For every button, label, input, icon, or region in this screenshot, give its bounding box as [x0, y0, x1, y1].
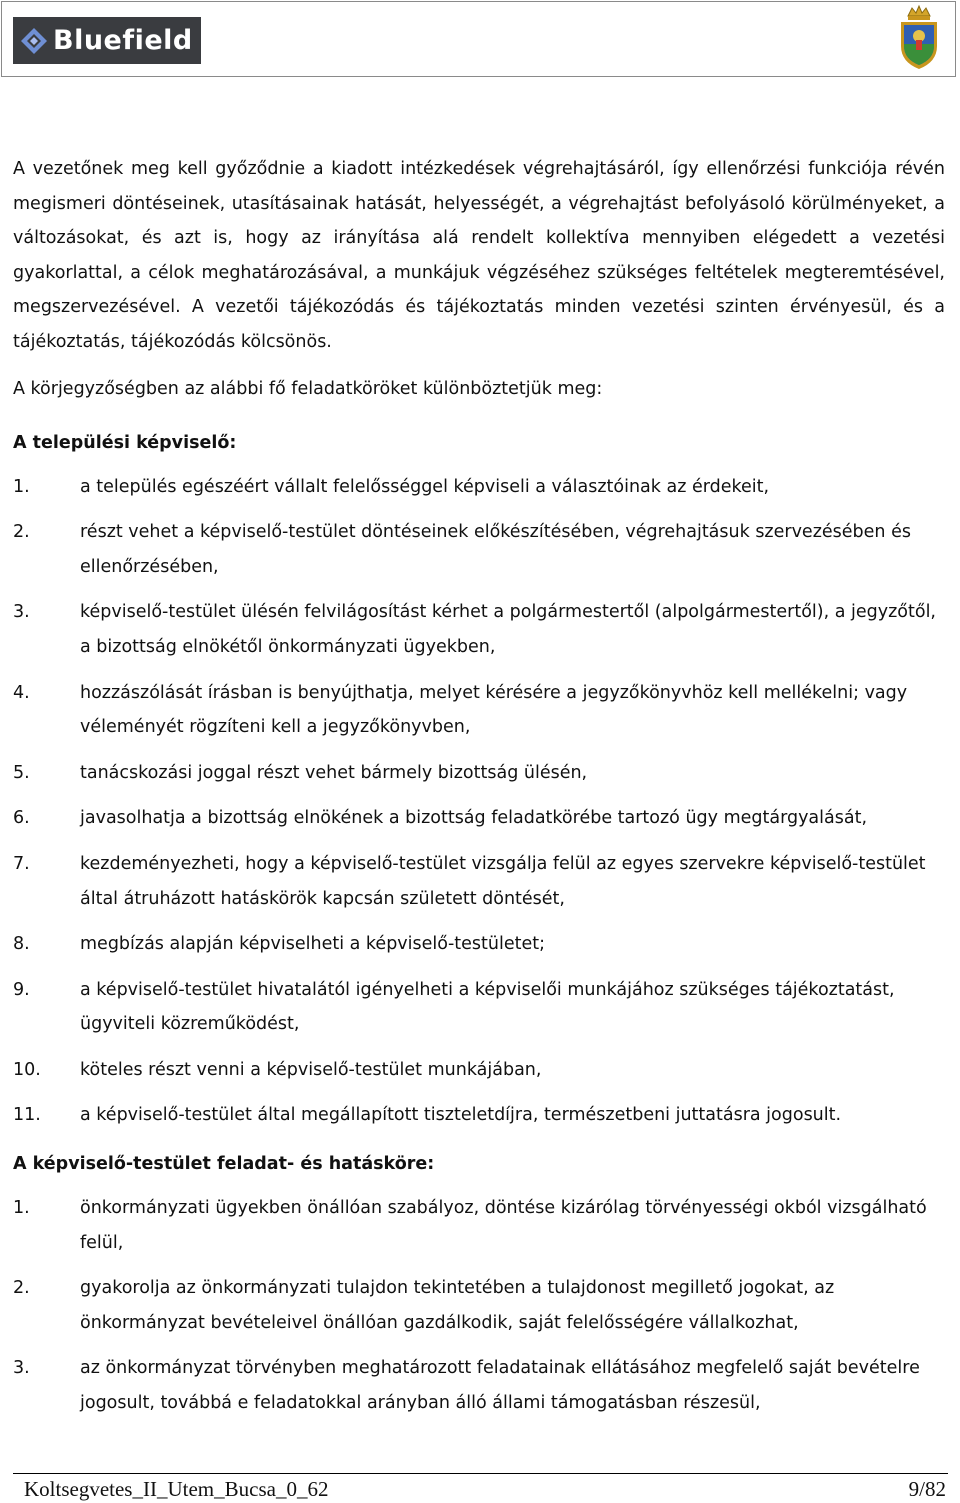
list-item	[13, 470, 945, 505]
item-text: gyakorolja az önkormányzati tulajdon tekintetében a tulajdonost megillető jogokat, az önkormányzat bevételeivel önállóan gazdálkodik, saját felelősségére vállalkozhat,	[80, 1278, 835, 1333]
item-number: 2.	[13, 522, 30, 543]
section-heading-council: A képviselő-testület feladat- és hatásköre:	[13, 1154, 435, 1175]
item-text: kezdeményezheti, hogy a képviselő-testület vizsgálja felül az egyes szervekre képviselő-testület által átruházott hatáskörök kapcsán született döntését,	[80, 853, 926, 909]
item-text: részt vehet a képviselő-testület döntéseinek előkészítésében, végrehajtásuk szervezésében és ellenőrzésében,	[80, 522, 911, 577]
bluefield-logo	[13, 17, 201, 64]
item-number: 10.	[13, 1059, 41, 1080]
item-text: képviselő-testület ülésén felvilágosítást kérhet a polgármestertől (alpolgármestertől), a jegyzőtől, a bizottság elnökétől önkormányzati ügyekben,	[80, 602, 936, 657]
item-number: 1.	[13, 476, 30, 497]
document-name: Koltsegvetes_II_Utem_Bucsa_0_62	[24, 1477, 329, 1501]
item-text: a képviselő-testület által megállapított tiszteletdíjra, természetbeni juttatásra jogosult.	[80, 1105, 842, 1126]
item-text: önkormányzati ügyekben önállóan szabályoz, döntése kizárólag törvényességi okból vizsgálható felül,	[80, 1198, 927, 1253]
item-number: 3.	[13, 1358, 30, 1379]
item-text: hozzászólását írásban is benyújthatja, melyet kérésére a jegyzőkönyvhöz kell mellékelni; vagy véleményét rögzíteni kell a jegyzőkönyvben,	[80, 682, 908, 738]
item-number: 3.	[13, 602, 30, 623]
item-number: 2.	[13, 1278, 30, 1299]
bluefield-diamond-icon	[19, 26, 49, 56]
item-number: 8.	[13, 934, 30, 955]
logo-text: Bluefield	[53, 25, 193, 56]
item-text: megbízás alapján képviselheti a képviselő-testületet;	[80, 934, 546, 955]
list-item	[13, 676, 945, 745]
item-text: az önkormányzat törvényben meghatározott feladatainak ellátásához megfelelő saját bevételre jogosult, továbbá e feladatokkal arányban álló állami támogatásban részesül,	[80, 1358, 920, 1414]
section-heading-representative: A települési képviselő:	[13, 432, 237, 453]
list-item	[13, 595, 945, 664]
page-footer	[13, 1473, 948, 1503]
item-number: 7.	[13, 853, 30, 874]
list-item	[13, 1351, 945, 1420]
page-number: 9/82	[908, 1477, 946, 1501]
list-item	[13, 1191, 945, 1260]
list-item	[13, 756, 945, 791]
item-number: 9.	[13, 979, 30, 1000]
intro-paragraph: A vezetőnek meg kell győződnie a kiadott intézkedések végrehajtásáról, így ellenőrzési funkciója révén megismeri döntéseinek, utasításainak hatását, helyességét, a végrehajtást befolyásoló körülményeket, a változásokat, és azt is, hogy az irányítása alá rendelt kollektíva mennyiben elégedett a vezetési gyakorlattal, a célok meghatározásával, a munkájuk végzéséhez szükséges feltételek megteremtésével, megszervezésével. A vezetői tájékozódás és tájékoztatás minden vezetési szinten érvényesül, és a tájékoztatás, tájékozódás kölcsönös.	[13, 159, 945, 352]
item-number: 1.	[13, 1198, 30, 1219]
item-text: köteles részt venni a képviselő-testület munkájában,	[80, 1059, 542, 1080]
item-text: a település egészéért vállalt felelősséggel képviseli a választóinak az érdekeit,	[80, 476, 770, 497]
list-item	[13, 1271, 945, 1340]
list-item	[13, 927, 945, 962]
item-text: javasolhatja a bizottság elnökének a bizottság feladatkörébe tartozó ügy megtárgyalását,	[80, 808, 868, 829]
coat-of-arms-icon	[894, 4, 944, 72]
item-number: 5.	[13, 762, 30, 783]
representative-duties-list	[13, 470, 945, 1134]
list-item	[13, 515, 945, 584]
item-text: a képviselő-testület hivatalától igényelheti a képviselői munkájához szükséges tájékoztatást, ügyviteli közreműködést,	[80, 979, 895, 1035]
item-number: 11.	[13, 1105, 41, 1126]
item-number: 4.	[13, 682, 30, 703]
list-item	[13, 1053, 945, 1088]
item-text: tanácskozási joggal részt vehet bármely bizottság ülésén,	[80, 762, 588, 783]
lead-sentence: A körjegyzőségben az alábbi fő feladatköröket különböztetjük meg:	[13, 378, 603, 399]
list-item	[13, 801, 945, 836]
list-item	[13, 1098, 945, 1133]
council-powers-list	[13, 1191, 945, 1421]
list-item	[13, 973, 945, 1042]
list-item	[13, 847, 945, 916]
document-body	[13, 152, 945, 1432]
item-number: 6.	[13, 808, 30, 829]
